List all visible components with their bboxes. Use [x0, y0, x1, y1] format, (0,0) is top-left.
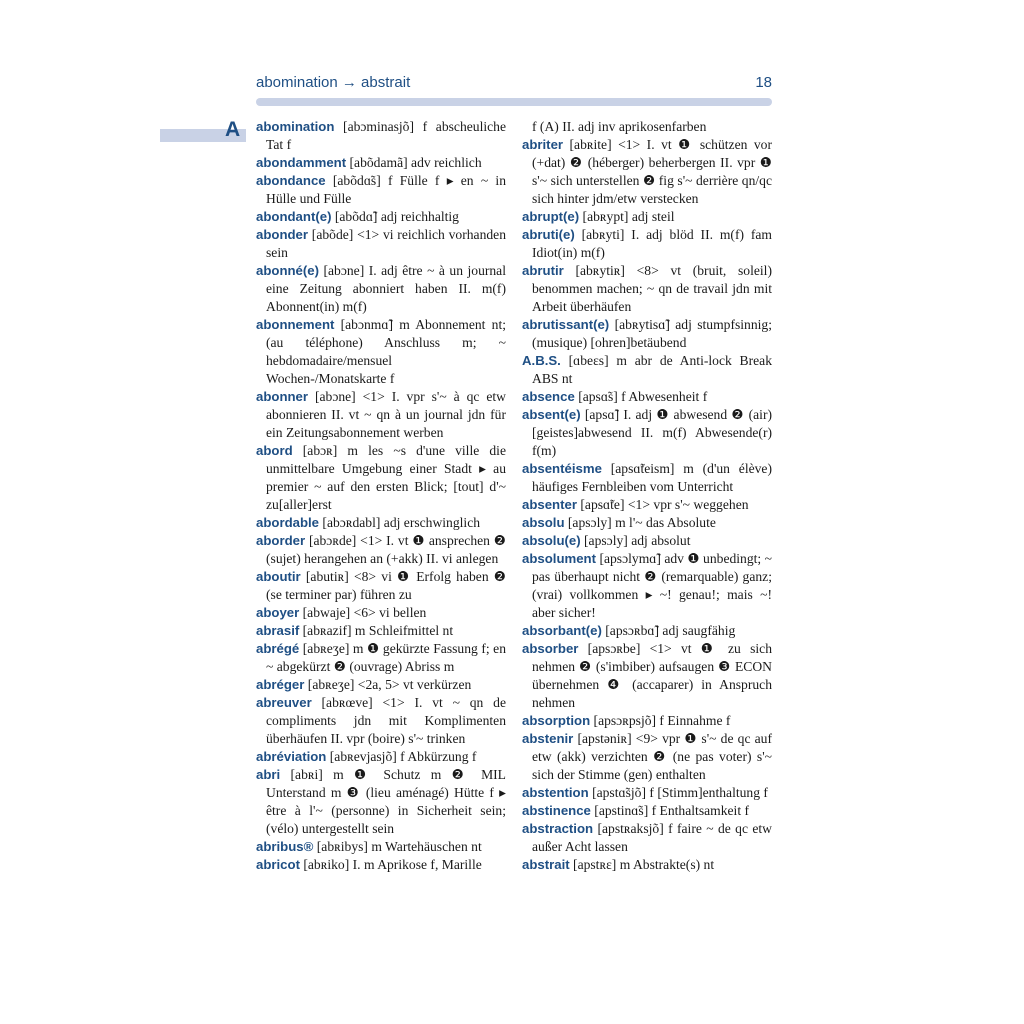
dictionary-entry — [256, 514, 506, 532]
headword: abrutissant(e) — [522, 317, 610, 332]
entry-definition: [abɔne] I. adj être ~ à un journal eine Zeitung abonniert haben II. m(f) Abonnent(in) m(f) — [266, 263, 506, 314]
entry-definition: [abʀite] <1> I. vt ❶ schützen vor (+dat) ❷ (héberger) beherbergen II. vpr ❶ s'~ sich unterstellen ❷ fig s'~ derrière qn/qc sich hinter jdm/etw verstecken — [532, 137, 772, 206]
headword: abrégé — [256, 641, 300, 656]
entry-definition: [abʀeʒe] m ❶ gekürzte Fassung f; en ~ abgekürzt ❷ (ouvrage) Abriss m — [266, 641, 506, 674]
entry-definition: [abɔminasjõ] f abscheuliche Tat f — [266, 119, 506, 152]
entry-definition: [abɔʀ] m les ~s d'une ville die unmittelbare Umgebung einer Stadt ▸ au premier ~ auf den ersten Blick; [tout] d'~ zu[aller]erst — [266, 443, 506, 512]
headword: abonder — [256, 227, 309, 242]
entry-definition: [abwaje] <6> vi bellen — [299, 605, 427, 620]
entry-definition: [abʀi] m ❶ Schutz m ❷ MIL Unterstand m ❸ (lieu aménagé) Hütte f ▸ être à l'~ (personne) in Sicherheit sein; (vélo) untergestellt sein — [266, 767, 506, 836]
dictionary-entry — [256, 154, 506, 172]
headword: absorbant(e) — [522, 623, 602, 638]
headword: absorber — [522, 641, 579, 656]
dictionary-entry — [522, 136, 772, 208]
headword: abricot — [256, 857, 300, 872]
dictionary-entry — [522, 856, 772, 874]
entry-definition: [apstʀɛ] m Abstrakte(s) nt — [569, 857, 715, 872]
entry-definition: [abʀytisɑ̃] adj stumpfsinnig; (musique) [ohren]betäubend — [532, 317, 772, 350]
dictionary-entry — [522, 226, 772, 262]
entry-definition: [abʀœve] <1> I. vt ~ qn de compliments jdn mit Komplimenten überhäufen II. vpr (boire) s'~ trinken — [266, 695, 506, 746]
headword: absolument — [522, 551, 597, 566]
entry-definition: [abɔʀdabl] adj erschwinglich — [319, 515, 481, 530]
header-rule — [256, 98, 772, 106]
headword: abstention — [522, 785, 589, 800]
entry-definition: [apstʀaksjõ] f faire ~ de qc etw außer Acht lassen — [532, 821, 772, 854]
entry-definition: [apsɑ̃s] f Abwesenheit f — [574, 389, 708, 404]
dictionary-entry — [256, 388, 506, 442]
entry-definition: [abʀazif] m Schleifmittel nt — [299, 623, 454, 638]
entry-definition: [abõdɑ̃] adj reichhaltig — [331, 209, 459, 224]
dictionary-entry — [256, 676, 506, 694]
dictionary-entry — [256, 172, 506, 208]
dictionary-entry — [522, 640, 772, 712]
dictionary-entry — [522, 622, 772, 640]
dictionary-entry — [256, 640, 506, 676]
entry-definition: [abɔnmɑ̃] m Abonnement nt; (au téléphone) Anschluss m; ~ hebdomadaire/mensuel Wochen-/Monatskarte f — [266, 317, 506, 386]
entry-definition: [apsɔly] adj absolut — [580, 533, 691, 548]
dictionary-entry — [256, 766, 506, 838]
headword: abréviation — [256, 749, 327, 764]
dictionary-entry — [522, 496, 772, 514]
headword: absolu(e) — [522, 533, 581, 548]
entry-definition: [abõde] <1> vi reichlich vorhanden sein — [266, 227, 506, 260]
headword: aboutir — [256, 569, 301, 584]
entry-definition: [apsɑ̃] I. adj ❶ abwesend ❷ (air) [geistes]abwesend II. m(f) Abwesende(r) f(m) — [532, 407, 772, 458]
dictionary-entry — [256, 262, 506, 316]
entry-definition: [apstəniʀ] <9> vpr ❶ s'~ de qc auf etw (akk) verzichten ❷ (ne pas voter) s'~ sich der Stimme (gen) enthalten — [532, 731, 772, 782]
dictionary-entry — [522, 316, 772, 352]
entry-definition: [apsɔly] m l'~ das Absolute — [564, 515, 716, 530]
headword: abstraction — [522, 821, 594, 836]
headword: abonnement — [256, 317, 335, 332]
entry-definition: [abʀevjasjõ] f Abkürzung f — [326, 749, 477, 764]
dictionary-entry — [522, 208, 772, 226]
dictionary-entry — [256, 208, 506, 226]
dictionary-entry — [522, 388, 772, 406]
dictionary-entry — [256, 226, 506, 262]
headword: abondant(e) — [256, 209, 332, 224]
dictionary-entry — [522, 550, 772, 622]
headword: abribus® — [256, 839, 314, 854]
dictionary-entry — [522, 460, 772, 496]
entry-definition: [abõdɑ̃s] f Fülle f ▸ en ~ in Hülle und Fülle — [266, 173, 506, 206]
headword: abriter — [522, 137, 564, 152]
entry-definition: [apsɔʀpsjõ] f Einnahme f — [590, 713, 731, 728]
dictionary-entry — [256, 568, 506, 604]
headword: abordable — [256, 515, 320, 530]
entry-definition: [abutiʀ] <8> vi ❶ Erfolg haben ❷ (se terminer par) führen zu — [266, 569, 506, 602]
dictionary-entry — [256, 442, 506, 514]
headword: abréger — [256, 677, 305, 692]
headword: abruti(e) — [522, 227, 575, 242]
entry-definition: f (A) II. adj inv aprikosenfarben — [532, 119, 707, 134]
dictionary-entry — [522, 730, 772, 784]
dictionary-entry — [256, 622, 506, 640]
running-head-range: abomination → abstrait — [256, 74, 411, 91]
headword: abrutir — [522, 263, 564, 278]
dictionary-entry — [256, 118, 506, 154]
entry-definition: [abõdamã] adv reichlich — [346, 155, 482, 170]
headword: abondance — [256, 173, 326, 188]
headword: abri — [256, 767, 281, 782]
dictionary-entry — [256, 748, 506, 766]
entry-definition: [abʀyti] I. adj blöd II. m(f) fam Idiot(in) m(f) — [532, 227, 772, 260]
dictionary-entry — [522, 532, 772, 550]
headword: abstenir — [522, 731, 574, 746]
entry-definition: [abʀytiʀ] <8> vt (bruit, soleil) benommen machen; ~ qn de travail jdn mit Arbeit überhäufen — [532, 263, 772, 314]
entry-definition: [apsɔʀbe] <1> vt ❶ zu sich nehmen ❷ (s'imbiber) aufsaugen ❸ ECON übernehmen ❹ (accaparer) in Anspruch nehmen — [532, 641, 772, 710]
headword: absorption — [522, 713, 591, 728]
headword: abreuver — [256, 695, 312, 710]
entry-definition: [apstɑ̃sjõ] f [Stimm]enthaltung f — [588, 785, 768, 800]
dictionary-entry — [522, 406, 772, 460]
dictionary-entry — [522, 118, 772, 136]
entry-definition: [apsɔʀbɑ̃] adj saugfähig — [601, 623, 736, 638]
headword: abrupt(e) — [522, 209, 580, 224]
dictionary-entry — [256, 532, 506, 568]
entry-definition: [abɔʀde] <1> I. vt ❶ ansprechen ❷ (sujet) herangehen an (+akk) II. vi anlegen — [266, 533, 506, 566]
entry-definition: [abʀeʒe] <2a, 5> vt verkürzen — [304, 677, 472, 692]
entry-definition: [apsɔlymɑ̃] adv ❶ unbedingt; ~ pas überhaupt nicht ❷ (remarquable) ganz; (vrai) vollkommen ▸ ~! genau!; mais ~! aber sicher! — [532, 551, 772, 620]
headword: abondamment — [256, 155, 347, 170]
headword: aborder — [256, 533, 306, 548]
headword: abonner — [256, 389, 309, 404]
dictionary-entry — [522, 514, 772, 532]
headword: absenter — [522, 497, 577, 512]
entry-definition: [abʀibys] m Wartehäuschen nt — [313, 839, 482, 854]
entry-definition: [abʀypt] adj steil — [579, 209, 675, 224]
dictionary-entry — [522, 262, 772, 316]
headword: abstinence — [522, 803, 591, 818]
entry-definition: [apsɑ̃te] <1> vpr s'~ weggehen — [576, 497, 749, 512]
right-column — [522, 118, 772, 874]
dictionary-entry — [522, 784, 772, 802]
dictionary-entry — [522, 820, 772, 856]
dictionary-entry — [522, 352, 772, 388]
entry-definition: [ɑbeɛs] m abr de Anti-lock Break ABS nt — [532, 353, 772, 386]
dictionary-entry — [522, 802, 772, 820]
running-head — [256, 74, 772, 96]
section-letter: A — [225, 118, 241, 141]
dictionary-entry — [522, 712, 772, 730]
headword: abord — [256, 443, 293, 458]
entry-definition: [apsɑ̃teism] m (d'un élève) häufiges Fernbleiben vom Unterricht — [532, 461, 772, 494]
headword: absence — [522, 389, 575, 404]
headword: abomination — [256, 119, 335, 134]
headword: A.B.S. — [522, 353, 561, 368]
page-number: 18 — [755, 74, 772, 91]
dictionary-entry — [256, 316, 506, 388]
dictionary-entry — [256, 856, 506, 874]
dictionary-entry — [256, 694, 506, 748]
entry-definition: [abɔne] <1> I. vpr s'~ à qc etw abonnieren II. vt ~ qn à un journal jdn für ein Zeitungsabonnement werben — [266, 389, 506, 440]
dictionary-entry — [256, 604, 506, 622]
entry-definition: [apstinɑ̃s] f Enthaltsamkeit f — [590, 803, 750, 818]
headword: abstrait — [522, 857, 570, 872]
left-column — [256, 118, 506, 874]
headword: abrasif — [256, 623, 300, 638]
headword: absent(e) — [522, 407, 581, 422]
headword: aboyer — [256, 605, 300, 620]
headword: absolu — [522, 515, 565, 530]
headword: absentéisme — [522, 461, 602, 476]
dictionary-entry — [256, 838, 506, 856]
headword: abonné(e) — [256, 263, 320, 278]
entry-definition: [abʀiko] I. m Aprikose f, Marille — [299, 857, 482, 872]
